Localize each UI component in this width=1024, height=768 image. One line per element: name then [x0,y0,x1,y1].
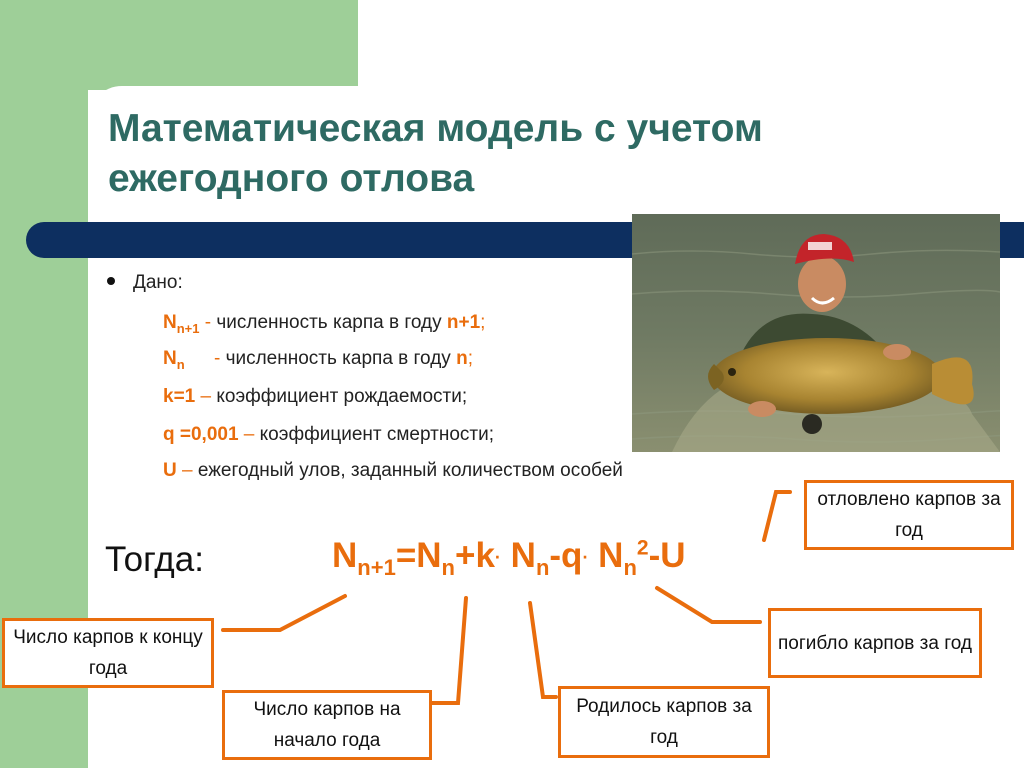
slide-title: Математическая модель с учетом ежегодного отлова [108,107,763,200]
callout-start-of-year: Число карпов на начало года [222,690,432,760]
connector-died [657,588,760,622]
connector-caught [764,492,790,540]
connector-end-year [223,596,345,630]
callout-end-of-year: Число карпов к концу года [2,618,214,688]
symbol: k=1 [163,386,196,407]
population-formula: $N_{n+1}=N_n+k\cdot N_n-q\cdot N_n^2-U$ [332,536,686,580]
symbol: U [163,460,177,481]
symbol: q =0,001 [163,424,239,445]
dash: – [176,460,198,481]
description: коэффициент смертности; [259,424,494,445]
callout-died: погибло карпов за год [768,608,982,678]
description: коэффициент рождаемости; [216,386,468,407]
description: численность карпа в году [216,312,447,333]
dash: – [238,424,260,445]
value: n [456,348,468,369]
symbol: $N_{n+1}$ [163,312,200,336]
terminator: ; [480,312,486,333]
dash: - [199,312,217,333]
terminator: ; [467,348,473,369]
value: n+1 [446,312,481,333]
symbol: $N_n$ [163,348,185,372]
connector-born [530,603,556,697]
dash: - [208,348,226,369]
given-label: Дано: [133,272,183,293]
description: численность карпа в году [225,348,457,369]
callout-caught: отловлено карпов за год [804,480,1014,550]
callout-born: Родилось карпов за год [558,686,770,758]
dash: – [195,386,217,407]
then-label: Тогда: [105,540,204,579]
description: ежегодный улов, заданный количеством особей [197,460,623,481]
connector-start-year [432,598,466,703]
